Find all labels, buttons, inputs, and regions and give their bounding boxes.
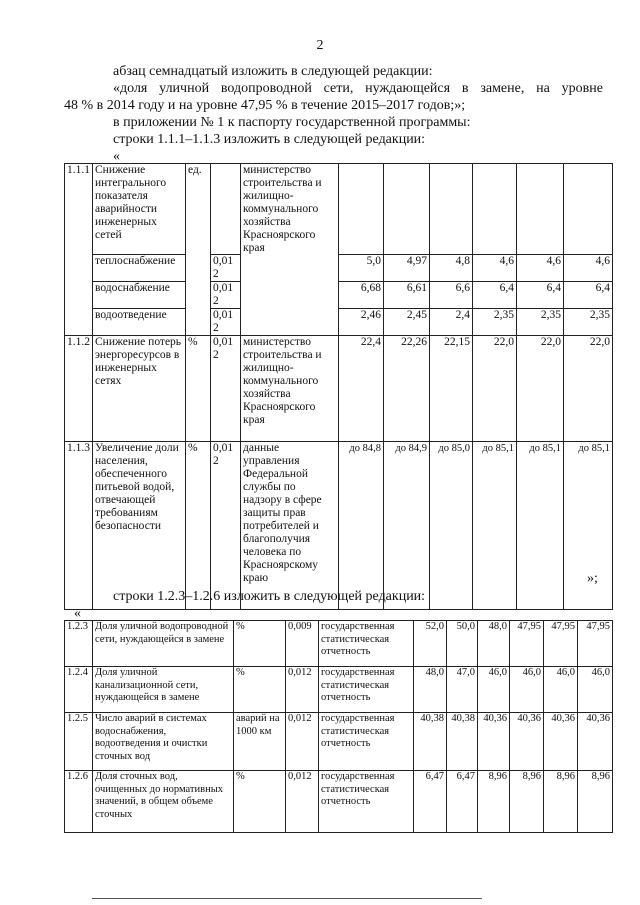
value: 6,47 — [447, 771, 478, 833]
row-number: 1.2.6 — [65, 771, 93, 833]
data-source: данные управления Федеральной службы по надзору в сфере защиты прав потребителей и благополучия человека по Красноярскому краю — [241, 442, 339, 610]
quote-open-1: « — [113, 149, 120, 164]
value: 4,6 — [517, 255, 564, 282]
table-row — [65, 442, 613, 610]
value: 50,0 — [447, 621, 478, 667]
value: 40,36 — [544, 713, 578, 771]
intro-line-4: в приложении № 1 к паспорту государственной программы: — [113, 115, 471, 130]
table-row — [65, 282, 613, 309]
value: 6,61 — [384, 282, 430, 309]
value: 8,96 — [544, 771, 578, 833]
table-row — [65, 255, 613, 282]
section-heading-2: строки 1.2.3–1.2.6 изложить в следующей редакции: — [113, 589, 426, 604]
value: 4,6 — [473, 255, 517, 282]
unit: % — [234, 771, 286, 833]
value: 47,0 — [447, 667, 478, 713]
quote-open-2: « — [74, 606, 81, 621]
row-number: 1.1.2 — [65, 336, 93, 442]
unit: % — [186, 442, 211, 610]
indicators-table-1 — [64, 163, 613, 610]
value: 8,96 — [578, 771, 613, 833]
value: 22,26 — [384, 336, 430, 442]
subrow-name: теплоснабжение — [93, 255, 186, 282]
row-number: 1.2.5 — [65, 713, 93, 771]
value: 2,45 — [384, 309, 430, 336]
table-row — [65, 667, 613, 713]
data-source: государственная статистическая отчетность — [319, 771, 414, 833]
value: 2,35 — [517, 309, 564, 336]
data-source: государственная статистическая отчетность — [319, 713, 414, 771]
indicator-name: Снижение интегрального показателя аварийности инженерных сетей — [93, 164, 186, 255]
value: 46,0 — [510, 667, 544, 713]
subrow-name: водоснабжение — [93, 282, 186, 309]
value: 40,38 — [414, 713, 447, 771]
value: 5,0 — [339, 255, 384, 282]
weight: 0,009 — [286, 621, 319, 667]
row-number: 1.1.1 — [65, 164, 93, 255]
value: 22,15 — [430, 336, 473, 442]
value: 46,0 — [544, 667, 578, 713]
page-number: 2 — [316, 38, 324, 53]
value: 40,38 — [447, 713, 478, 771]
value: 47,95 — [544, 621, 578, 667]
value: до 84,8 — [339, 442, 384, 610]
weight: 0,012 — [211, 336, 241, 442]
value: 52,0 — [414, 621, 447, 667]
table-row — [65, 164, 613, 255]
intro-line-2: «доля уличной водопроводной сети, нуждающейся в замене, на уровне — [113, 81, 603, 96]
value: 4,8 — [430, 255, 473, 282]
subrow-name: водоотведение — [93, 309, 186, 336]
value: 6,68 — [339, 282, 384, 309]
value: 22,0 — [517, 336, 564, 442]
intro-line-1: абзац семнадцатый изложить в следующей редакции: — [113, 64, 433, 79]
value: 8,96 — [510, 771, 544, 833]
indicator-name: Увеличение доли населения, обеспеченного питьевой водой, отвечающей требованиям безопасности — [93, 442, 186, 610]
table-row — [65, 621, 613, 667]
table-row — [65, 336, 613, 442]
indicator-name: Число аварий в системах водоснабжения, водоотведения и очистки сточных вод — [93, 713, 234, 771]
weight: 0,012 — [211, 442, 241, 610]
row-number: 1.2.4 — [65, 667, 93, 713]
value: до 85,1 — [564, 442, 613, 610]
value: 40,36 — [578, 713, 613, 771]
value: 2,35 — [564, 309, 613, 336]
value: 22,4 — [339, 336, 384, 442]
value: 6,6 — [430, 282, 473, 309]
value: 47,95 — [578, 621, 613, 667]
value: 48,0 — [478, 621, 510, 667]
weight: 0,012 — [286, 667, 319, 713]
weight: 0,012 — [211, 282, 241, 309]
value: 48,0 — [414, 667, 447, 713]
unit: % — [186, 336, 211, 442]
row-number: 1.1.3 — [65, 442, 93, 610]
value: 6,4 — [564, 282, 613, 309]
value: 22,0 — [564, 336, 613, 442]
value: 46,0 — [478, 667, 510, 713]
value: 4,97 — [384, 255, 430, 282]
value: 2,35 — [473, 309, 517, 336]
indicator-name: Доля сточных вод, очищенных до нормативных значений, в общем объеме сточных — [93, 771, 234, 833]
value: 6,4 — [517, 282, 564, 309]
value: 8,96 — [478, 771, 510, 833]
data-source: министерство строительства и жилищно-коммунального хозяйства Красноярского края — [241, 164, 339, 336]
data-source: государственная статистическая отчетность — [319, 667, 414, 713]
value: до 85,1 — [517, 442, 564, 610]
value: 4,6 — [564, 255, 613, 282]
weight: 0,012 — [286, 771, 319, 833]
value: до 85,0 — [430, 442, 473, 610]
indicator-name: Снижение потерь энергоресурсов в инженерных сетях — [93, 336, 186, 442]
value: до 85,1 — [473, 442, 517, 610]
footer-rule — [92, 898, 482, 903]
value: 6,47 — [414, 771, 447, 833]
value: 47,95 — [510, 621, 544, 667]
indicator-name: Доля уличной канализационной сети, нуждающейся в замене — [93, 667, 234, 713]
unit: % — [234, 667, 286, 713]
value: 6,4 — [473, 282, 517, 309]
quote-close-1: »; — [587, 571, 598, 586]
value: 40,36 — [510, 713, 544, 771]
table-row — [65, 713, 613, 771]
value: 46,0 — [578, 667, 613, 713]
indicators-table-2 — [64, 620, 613, 833]
value: 40,36 — [478, 713, 510, 771]
weight: 0,012 — [211, 255, 241, 282]
intro-line-3: 48 % в 2014 году и на уровне 47,95 % в течение 2015–2017 годов;»; — [64, 98, 466, 113]
value: 2,4 — [430, 309, 473, 336]
weight — [211, 164, 241, 255]
data-source: министерство строительства и жилищно-коммунального хозяйства Красноярского края — [241, 336, 339, 442]
value: до 84,9 — [384, 442, 430, 610]
table-row — [65, 309, 613, 336]
unit: аварий на 1000 км — [234, 713, 286, 771]
table-row — [65, 771, 613, 833]
weight: 0,012 — [211, 309, 241, 336]
data-source: государственная статистическая отчетность — [319, 621, 414, 667]
indicator-name: Доля уличной водопроводной сети, нуждающейся в замене — [93, 621, 234, 667]
value: 22,0 — [473, 336, 517, 442]
weight: 0,012 — [286, 713, 319, 771]
row-number: 1.2.3 — [65, 621, 93, 667]
value: 2,46 — [339, 309, 384, 336]
intro-line-5: строки 1.1.1–1.1.3 изложить в следующей редакции: — [113, 132, 426, 147]
unit: % — [234, 621, 286, 667]
unit: ед. — [186, 164, 211, 255]
